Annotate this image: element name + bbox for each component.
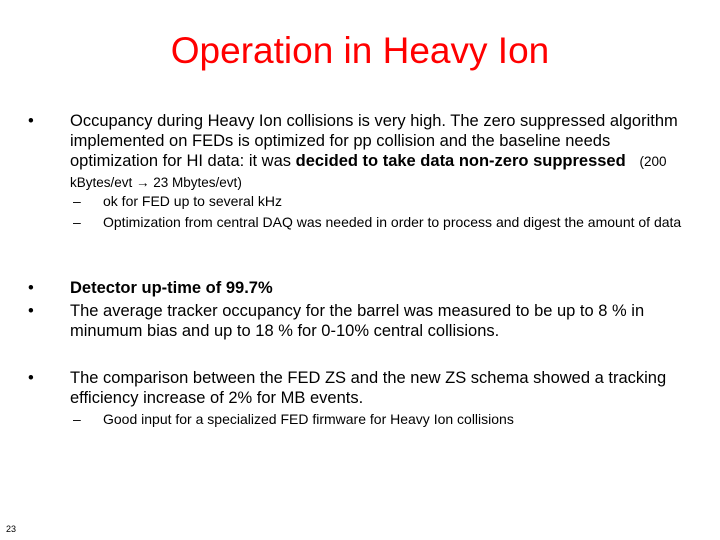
bullet-marker: •: [28, 369, 34, 387]
bullet-occupancy-rate: (200 kBytes/evt → 23 Mbytes/evt): [70, 154, 667, 190]
slide-title: Operation in Heavy Ion: [170, 30, 550, 71]
bullet-marker: •: [28, 279, 34, 297]
dash-marker: –: [73, 193, 81, 209]
bullet-occupancy-bold: decided to take data non-zero suppressed: [295, 152, 626, 170]
sub-bullet-text: Good input for a specialized FED firmware for Heavy Ion collisions: [103, 411, 514, 427]
bullet-tracker-occupancy-text: The average tracker occupancy for the barrel was measured to be up to 8 % in minumum bias and up to 18 % for 0-10% central collisions.: [70, 302, 645, 340]
bullet-occupancy: [28, 111, 680, 193]
dash-marker: –: [73, 411, 81, 427]
bullet-zs-comparison-text: The comparison between the FED ZS and the new ZS schema showed a tracking efficiency increase of 2% for MB events.: [70, 369, 667, 407]
bullet-marker: •: [28, 112, 34, 130]
bullet-uptime: [28, 278, 680, 298]
bullet-uptime-text: Detector up-time of 99.7%: [70, 279, 273, 297]
sub-bullet-text: ok for FED up to several kHz: [103, 193, 282, 209]
dash-marker: –: [73, 214, 81, 230]
bullet-tracker-occupancy: [28, 301, 680, 341]
sub-bullet-daq: [73, 214, 683, 231]
bullet-marker: •: [28, 302, 34, 320]
sub-bullet-fed-firmware: [73, 411, 683, 428]
sub-bullet-text: Optimization from central DAQ was needed in order to process and digest the amount of data: [103, 214, 682, 230]
sub-bullet-fed-khz: [73, 193, 683, 210]
bullet-occupancy-text: Occupancy during Heavy Ion collisions is very high. The zero suppressed algorithm implemented on FEDs is optimized for pp collision and the baseline needs optimization for HI data: it was: [70, 112, 678, 170]
bullet-zs-comparison: [28, 368, 680, 408]
page-number: 23: [6, 524, 17, 534]
